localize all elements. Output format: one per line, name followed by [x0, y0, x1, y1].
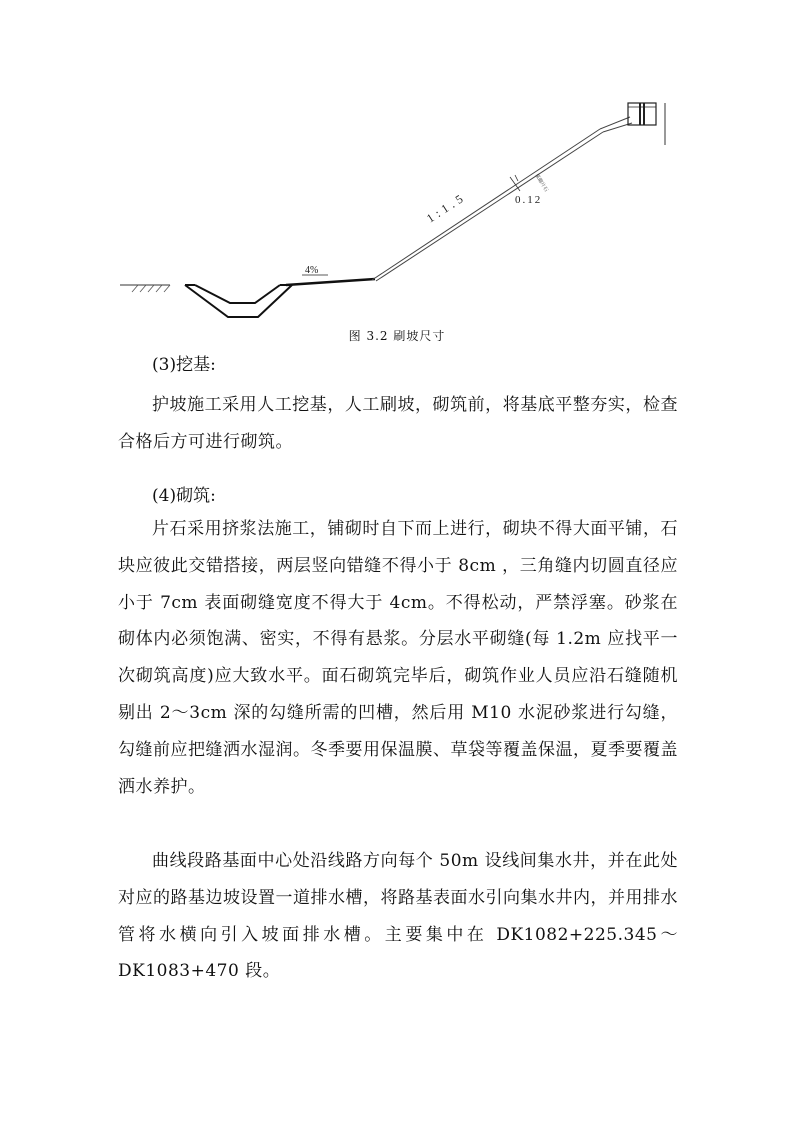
- paragraph-drainage: 曲线段路基面中心处沿线路方向每个 50m 设线间集水井，并在此处对应的路基边坡设置一道排水槽，将路基表面水引向集水井内，并用排水管将水横向引入坡面排水槽。主要集中在 DK1082+225.345～DK1083+470 段。: [118, 851, 678, 982]
- slope-line-inner: [376, 132, 603, 281]
- gradient-label: 4%: [305, 265, 319, 276]
- top-structure: [628, 103, 656, 125]
- paragraph-excavation: 护坡施工采用人工挖基，人工刷坡，砌筑前，将基底平整夯实，检查合格后方可进行砌筑。: [118, 395, 678, 452]
- ground-hatch: [132, 285, 170, 292]
- thickness-label: 0.12: [515, 194, 543, 206]
- ditch-outer: [185, 285, 292, 317]
- section-heading-excavation: (3)挖基:: [152, 355, 216, 375]
- figure-caption: 图 3.2 刷坡尺寸: [348, 329, 446, 343]
- material-note-label: 浆砌片石: [533, 172, 549, 194]
- slope-line-outer: [372, 129, 600, 280]
- slope-ratio-label: 1:1.5: [424, 189, 469, 226]
- section-heading-masonry: (4)砌筑:: [152, 486, 216, 506]
- slope-diagram-svg: [110, 95, 680, 335]
- berm-line: [286, 279, 375, 285]
- slope-cut-diagram: [110, 95, 680, 335]
- paragraph-masonry: 片石采用挤浆法施工，铺砌时自下而上进行，砌块不得大面平铺，石块应彼此交错搭接，两层竖向错缝不得小于 8cm ，三角缝内切圆直径应小于 7cm 表面砌缝宽度不得大于 4cm。不得松动，严禁浮塞。砂浆在砌体内必须饱满、密实，不得有悬浆。分层水平砌缝(每 1.2m 应找平一次砌筑高度)应大致水平。面石砌筑完毕后，砌筑作业人员应沿石缝随机剔出 2～3cm 深的勾缝所需的凹槽，然后用 M10 水泥砂浆进行勾缝，勾缝前应把缝洒水湿润。冬季要用保温膜、草袋等覆盖保温，夏季要覆盖洒水养护。: [118, 519, 678, 797]
- ditch-inner: [195, 285, 280, 303]
